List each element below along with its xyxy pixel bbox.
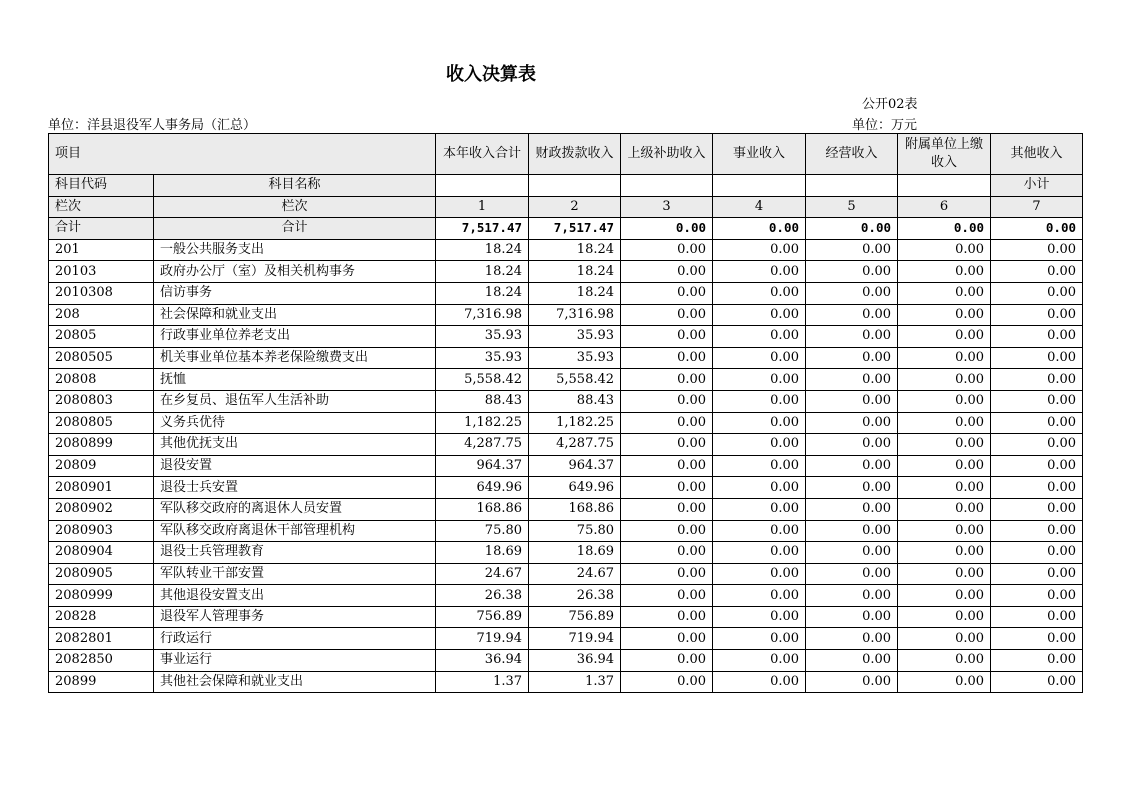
- subject-name: 机关事业单位基本养老保险缴费支出: [154, 347, 436, 369]
- amount-cell: 0.00: [621, 304, 713, 326]
- amount-cell: 0.00: [806, 585, 898, 607]
- amount-cell: 0.00: [713, 304, 806, 326]
- amount-cell: 0.00: [991, 542, 1083, 564]
- amount-cell: 0.00: [713, 239, 806, 261]
- table-row: [49, 563, 1083, 585]
- header-item: 项目: [49, 134, 436, 175]
- amount-cell: 0.00: [898, 390, 991, 412]
- amount-cell: 0.00: [898, 477, 991, 499]
- amount-cell: 0.00: [991, 326, 1083, 348]
- amount-cell: 0.00: [898, 606, 991, 628]
- amount-cell: 0.00: [991, 498, 1083, 520]
- amount-cell: 0.00: [621, 606, 713, 628]
- amount-cell: 0.00: [898, 326, 991, 348]
- total-value: 7,517.47: [529, 218, 621, 240]
- amount-cell: 0.00: [713, 434, 806, 456]
- amount-cell: 0.00: [806, 671, 898, 693]
- table-row: [49, 671, 1083, 693]
- amount-cell: 0.00: [621, 455, 713, 477]
- amount-cell: 0.00: [806, 477, 898, 499]
- subject-name: 其他社会保障和就业支出: [154, 671, 436, 693]
- amount-cell: 0.00: [713, 455, 806, 477]
- amount-cell: 0.00: [898, 347, 991, 369]
- amount-cell: 0.00: [806, 390, 898, 412]
- amount-cell: 649.96: [436, 477, 529, 499]
- amount-cell: 0.00: [806, 542, 898, 564]
- amount-cell: 0.00: [713, 628, 806, 650]
- header-other-income: 其他收入: [991, 134, 1083, 175]
- amount-cell: 0.00: [991, 261, 1083, 283]
- amount-cell: 0.00: [898, 261, 991, 283]
- column-number: 1: [436, 196, 529, 218]
- amount-cell: 18.24: [529, 239, 621, 261]
- subject-code: 2080901: [49, 477, 154, 499]
- subject-code: 2010308: [49, 282, 154, 304]
- header-business-income: 事业收入: [713, 134, 806, 175]
- amount-cell: 24.67: [529, 563, 621, 585]
- table-row: [49, 261, 1083, 283]
- amount-cell: 0.00: [991, 520, 1083, 542]
- amount-cell: 1,182.25: [436, 412, 529, 434]
- table-row: [49, 628, 1083, 650]
- amount-cell: 0.00: [806, 434, 898, 456]
- amount-cell: 35.93: [436, 326, 529, 348]
- amount-cell: 0.00: [991, 455, 1083, 477]
- amount-cell: 5,558.42: [436, 369, 529, 391]
- amount-cell: 0.00: [991, 671, 1083, 693]
- amount-cell: 0.00: [991, 434, 1083, 456]
- amount-cell: 0.00: [621, 326, 713, 348]
- table-body: [49, 134, 1083, 693]
- amount-cell: 0.00: [713, 542, 806, 564]
- amount-cell: 0.00: [621, 434, 713, 456]
- amount-cell: 0.00: [806, 650, 898, 672]
- amount-cell: 0.00: [991, 585, 1083, 607]
- amount-cell: 5,558.42: [529, 369, 621, 391]
- table-row: [49, 650, 1083, 672]
- amount-cell: 0.00: [713, 347, 806, 369]
- column-number: 5: [806, 196, 898, 218]
- table-row: [49, 239, 1083, 261]
- amount-cell: 0.00: [806, 347, 898, 369]
- amount-cell: 0.00: [621, 542, 713, 564]
- amount-cell: 18.69: [529, 542, 621, 564]
- subject-name: 义务兵优待: [154, 412, 436, 434]
- subject-code: 20828: [49, 606, 154, 628]
- table-row: [49, 434, 1083, 456]
- amount-cell: 0.00: [621, 585, 713, 607]
- table-row: [49, 369, 1083, 391]
- amount-cell: 0.00: [898, 585, 991, 607]
- amount-cell: 0.00: [713, 390, 806, 412]
- subject-name: 退役士兵安置: [154, 477, 436, 499]
- amount-cell: 756.89: [529, 606, 621, 628]
- amount-cell: 18.69: [436, 542, 529, 564]
- amount-cell: 0.00: [991, 369, 1083, 391]
- amount-cell: 0.00: [991, 304, 1083, 326]
- empty-cell: [436, 175, 529, 197]
- amount-cell: 0.00: [806, 239, 898, 261]
- amount-cell: 0.00: [713, 606, 806, 628]
- amount-cell: 964.37: [436, 455, 529, 477]
- table-row: [49, 520, 1083, 542]
- currency-unit: 单位：万元: [852, 118, 918, 133]
- subject-name: 退役军人管理事务: [154, 606, 436, 628]
- subject-code: 2080899: [49, 434, 154, 456]
- column-number: 4: [713, 196, 806, 218]
- amount-cell: 0.00: [806, 369, 898, 391]
- amount-cell: 0.00: [713, 563, 806, 585]
- amount-cell: 0.00: [621, 390, 713, 412]
- amount-cell: 0.00: [621, 282, 713, 304]
- amount-cell: 0.00: [621, 477, 713, 499]
- amount-cell: 0.00: [991, 650, 1083, 672]
- amount-cell: 0.00: [898, 671, 991, 693]
- amount-cell: 0.00: [898, 542, 991, 564]
- total-label-2: 合计: [154, 218, 436, 240]
- amount-cell: 26.38: [529, 585, 621, 607]
- amount-cell: 0.00: [898, 369, 991, 391]
- subject-code: 20899: [49, 671, 154, 693]
- column-number-row: [49, 196, 1083, 218]
- row-label: 栏次: [49, 196, 154, 218]
- subject-name: 其他优抚支出: [154, 434, 436, 456]
- header-subtotal: 小计: [991, 175, 1083, 197]
- subject-name: 军队转业干部安置: [154, 563, 436, 585]
- amount-cell: 35.93: [529, 326, 621, 348]
- amount-cell: 18.24: [529, 261, 621, 283]
- subject-name: 其他退役安置支出: [154, 585, 436, 607]
- amount-cell: 4,287.75: [436, 434, 529, 456]
- amount-cell: 7,316.98: [529, 304, 621, 326]
- table-row: [49, 326, 1083, 348]
- subject-name: 政府办公厅（室）及相关机构事务: [154, 261, 436, 283]
- amount-cell: 0.00: [991, 477, 1083, 499]
- subject-name: 社会保障和就业支出: [154, 304, 436, 326]
- amount-cell: 0.00: [621, 628, 713, 650]
- table-row: [49, 390, 1083, 412]
- header-fiscal-appropriation: 财政拨款收入: [529, 134, 621, 175]
- header-subject-code: 科目代码: [49, 175, 154, 197]
- subject-name: 行政事业单位养老支出: [154, 326, 436, 348]
- amount-cell: 0.00: [713, 671, 806, 693]
- amount-cell: 0.00: [713, 650, 806, 672]
- table-row: [49, 585, 1083, 607]
- subject-name: 退役士兵管理教育: [154, 542, 436, 564]
- subject-name: 在乡复员、退伍军人生活补助: [154, 390, 436, 412]
- amount-cell: 168.86: [436, 498, 529, 520]
- subject-code: 20805: [49, 326, 154, 348]
- amount-cell: 0.00: [621, 347, 713, 369]
- amount-cell: 75.80: [529, 520, 621, 542]
- form-code: 公开02表: [862, 97, 918, 112]
- income-table: [48, 133, 1083, 693]
- amount-cell: 18.24: [436, 239, 529, 261]
- total-value: 0.00: [898, 218, 991, 240]
- amount-cell: 0.00: [898, 650, 991, 672]
- subject-name: 一般公共服务支出: [154, 239, 436, 261]
- amount-cell: 18.24: [529, 282, 621, 304]
- amount-cell: 0.00: [806, 520, 898, 542]
- amount-cell: 649.96: [529, 477, 621, 499]
- header-row: [49, 134, 1083, 175]
- table-row: [49, 412, 1083, 434]
- reporting-unit: 单位：洋县退役军人事务局（汇总）: [48, 118, 257, 133]
- subject-name: 军队移交政府离退休干部管理机构: [154, 520, 436, 542]
- subject-name: 信访事务: [154, 282, 436, 304]
- amount-cell: 0.00: [621, 671, 713, 693]
- subject-code: 2080505: [49, 347, 154, 369]
- column-number: 3: [621, 196, 713, 218]
- empty-cell: [621, 175, 713, 197]
- amount-cell: 0.00: [991, 282, 1083, 304]
- amount-cell: 0.00: [713, 261, 806, 283]
- empty-cell: [898, 175, 991, 197]
- amount-cell: 0.00: [898, 455, 991, 477]
- table-row: [49, 347, 1083, 369]
- amount-cell: 0.00: [991, 347, 1083, 369]
- page-title: 收入决算表: [446, 64, 536, 85]
- amount-cell: 0.00: [621, 412, 713, 434]
- amount-cell: 35.93: [436, 347, 529, 369]
- subject-code: 20808: [49, 369, 154, 391]
- amount-cell: 0.00: [991, 606, 1083, 628]
- amount-cell: 0.00: [898, 239, 991, 261]
- amount-cell: 7,316.98: [436, 304, 529, 326]
- amount-cell: 0.00: [713, 520, 806, 542]
- amount-cell: 88.43: [529, 390, 621, 412]
- amount-cell: 36.94: [529, 650, 621, 672]
- subject-code: 2080805: [49, 412, 154, 434]
- amount-cell: 0.00: [806, 261, 898, 283]
- amount-cell: 1.37: [436, 671, 529, 693]
- amount-cell: 0.00: [898, 282, 991, 304]
- header-superior-subsidy: 上级补助收入: [621, 134, 713, 175]
- header-total-income: 本年收入合计: [436, 134, 529, 175]
- amount-cell: 0.00: [991, 239, 1083, 261]
- header-operating-income: 经营收入: [806, 134, 898, 175]
- table-row: [49, 606, 1083, 628]
- amount-cell: 964.37: [529, 455, 621, 477]
- amount-cell: 0.00: [806, 455, 898, 477]
- amount-cell: 0.00: [806, 326, 898, 348]
- subject-code: 208: [49, 304, 154, 326]
- table-row: [49, 542, 1083, 564]
- amount-cell: 75.80: [436, 520, 529, 542]
- amount-cell: 168.86: [529, 498, 621, 520]
- subject-code: 20809: [49, 455, 154, 477]
- empty-cell: [713, 175, 806, 197]
- subheader-row: [49, 175, 1083, 197]
- amount-cell: 0.00: [713, 585, 806, 607]
- subject-code: 2080904: [49, 542, 154, 564]
- total-value: 0.00: [806, 218, 898, 240]
- subject-code: 2080803: [49, 390, 154, 412]
- subject-code: 20103: [49, 261, 154, 283]
- amount-cell: 0.00: [713, 326, 806, 348]
- amount-cell: 0.00: [898, 412, 991, 434]
- table-row: [49, 282, 1083, 304]
- subject-code: 2080902: [49, 498, 154, 520]
- header-affiliated-unit-income: 附属单位上缴收入: [898, 134, 991, 175]
- amount-cell: 24.67: [436, 563, 529, 585]
- subject-code: 2082801: [49, 628, 154, 650]
- amount-cell: 1,182.25: [529, 412, 621, 434]
- amount-cell: 4,287.75: [529, 434, 621, 456]
- amount-cell: 0.00: [898, 434, 991, 456]
- amount-cell: 0.00: [991, 628, 1083, 650]
- subject-code: 2080903: [49, 520, 154, 542]
- amount-cell: 0.00: [713, 412, 806, 434]
- amount-cell: 756.89: [436, 606, 529, 628]
- amount-cell: 0.00: [713, 282, 806, 304]
- table-row: [49, 304, 1083, 326]
- subject-name: 事业运行: [154, 650, 436, 672]
- amount-cell: 0.00: [806, 606, 898, 628]
- amount-cell: 18.24: [436, 282, 529, 304]
- amount-cell: 0.00: [991, 563, 1083, 585]
- row-label-2: 栏次: [154, 196, 436, 218]
- amount-cell: 0.00: [621, 498, 713, 520]
- amount-cell: 36.94: [436, 650, 529, 672]
- amount-cell: 0.00: [898, 628, 991, 650]
- amount-cell: 0.00: [991, 412, 1083, 434]
- amount-cell: 0.00: [806, 412, 898, 434]
- amount-cell: 0.00: [621, 650, 713, 672]
- amount-cell: 0.00: [621, 520, 713, 542]
- amount-cell: 0.00: [621, 239, 713, 261]
- column-number: 6: [898, 196, 991, 218]
- amount-cell: 18.24: [436, 261, 529, 283]
- amount-cell: 1.37: [529, 671, 621, 693]
- subject-code: 2080999: [49, 585, 154, 607]
- header-subject-name: 科目名称: [154, 175, 436, 197]
- total-value: 7,517.47: [436, 218, 529, 240]
- total-row: [49, 218, 1083, 240]
- empty-cell: [529, 175, 621, 197]
- subject-code: 201: [49, 239, 154, 261]
- amount-cell: 0.00: [713, 498, 806, 520]
- subject-code: 2082850: [49, 650, 154, 672]
- subject-name: 军队移交政府的离退休人员安置: [154, 498, 436, 520]
- total-value: 0.00: [621, 218, 713, 240]
- amount-cell: 0.00: [806, 304, 898, 326]
- amount-cell: 0.00: [806, 498, 898, 520]
- amount-cell: 0.00: [806, 282, 898, 304]
- table-row: [49, 455, 1083, 477]
- subject-name: 行政运行: [154, 628, 436, 650]
- subject-name: 抚恤: [154, 369, 436, 391]
- amount-cell: 0.00: [898, 498, 991, 520]
- amount-cell: 0.00: [621, 369, 713, 391]
- amount-cell: 88.43: [436, 390, 529, 412]
- amount-cell: 719.94: [529, 628, 621, 650]
- amount-cell: 0.00: [806, 628, 898, 650]
- column-number: 2: [529, 196, 621, 218]
- subject-code: 2080905: [49, 563, 154, 585]
- amount-cell: 0.00: [806, 563, 898, 585]
- amount-cell: 0.00: [991, 390, 1083, 412]
- table-row: [49, 498, 1083, 520]
- amount-cell: 0.00: [898, 563, 991, 585]
- total-value: 0.00: [713, 218, 806, 240]
- subject-name: 退役安置: [154, 455, 436, 477]
- amount-cell: 35.93: [529, 347, 621, 369]
- amount-cell: 26.38: [436, 585, 529, 607]
- amount-cell: 0.00: [898, 520, 991, 542]
- amount-cell: 0.00: [713, 477, 806, 499]
- amount-cell: 0.00: [621, 261, 713, 283]
- table-row: [49, 477, 1083, 499]
- total-label: 合计: [49, 218, 154, 240]
- amount-cell: 0.00: [621, 563, 713, 585]
- column-number: 7: [991, 196, 1083, 218]
- total-value: 0.00: [991, 218, 1083, 240]
- amount-cell: 719.94: [436, 628, 529, 650]
- amount-cell: 0.00: [898, 304, 991, 326]
- amount-cell: 0.00: [713, 369, 806, 391]
- empty-cell: [806, 175, 898, 197]
